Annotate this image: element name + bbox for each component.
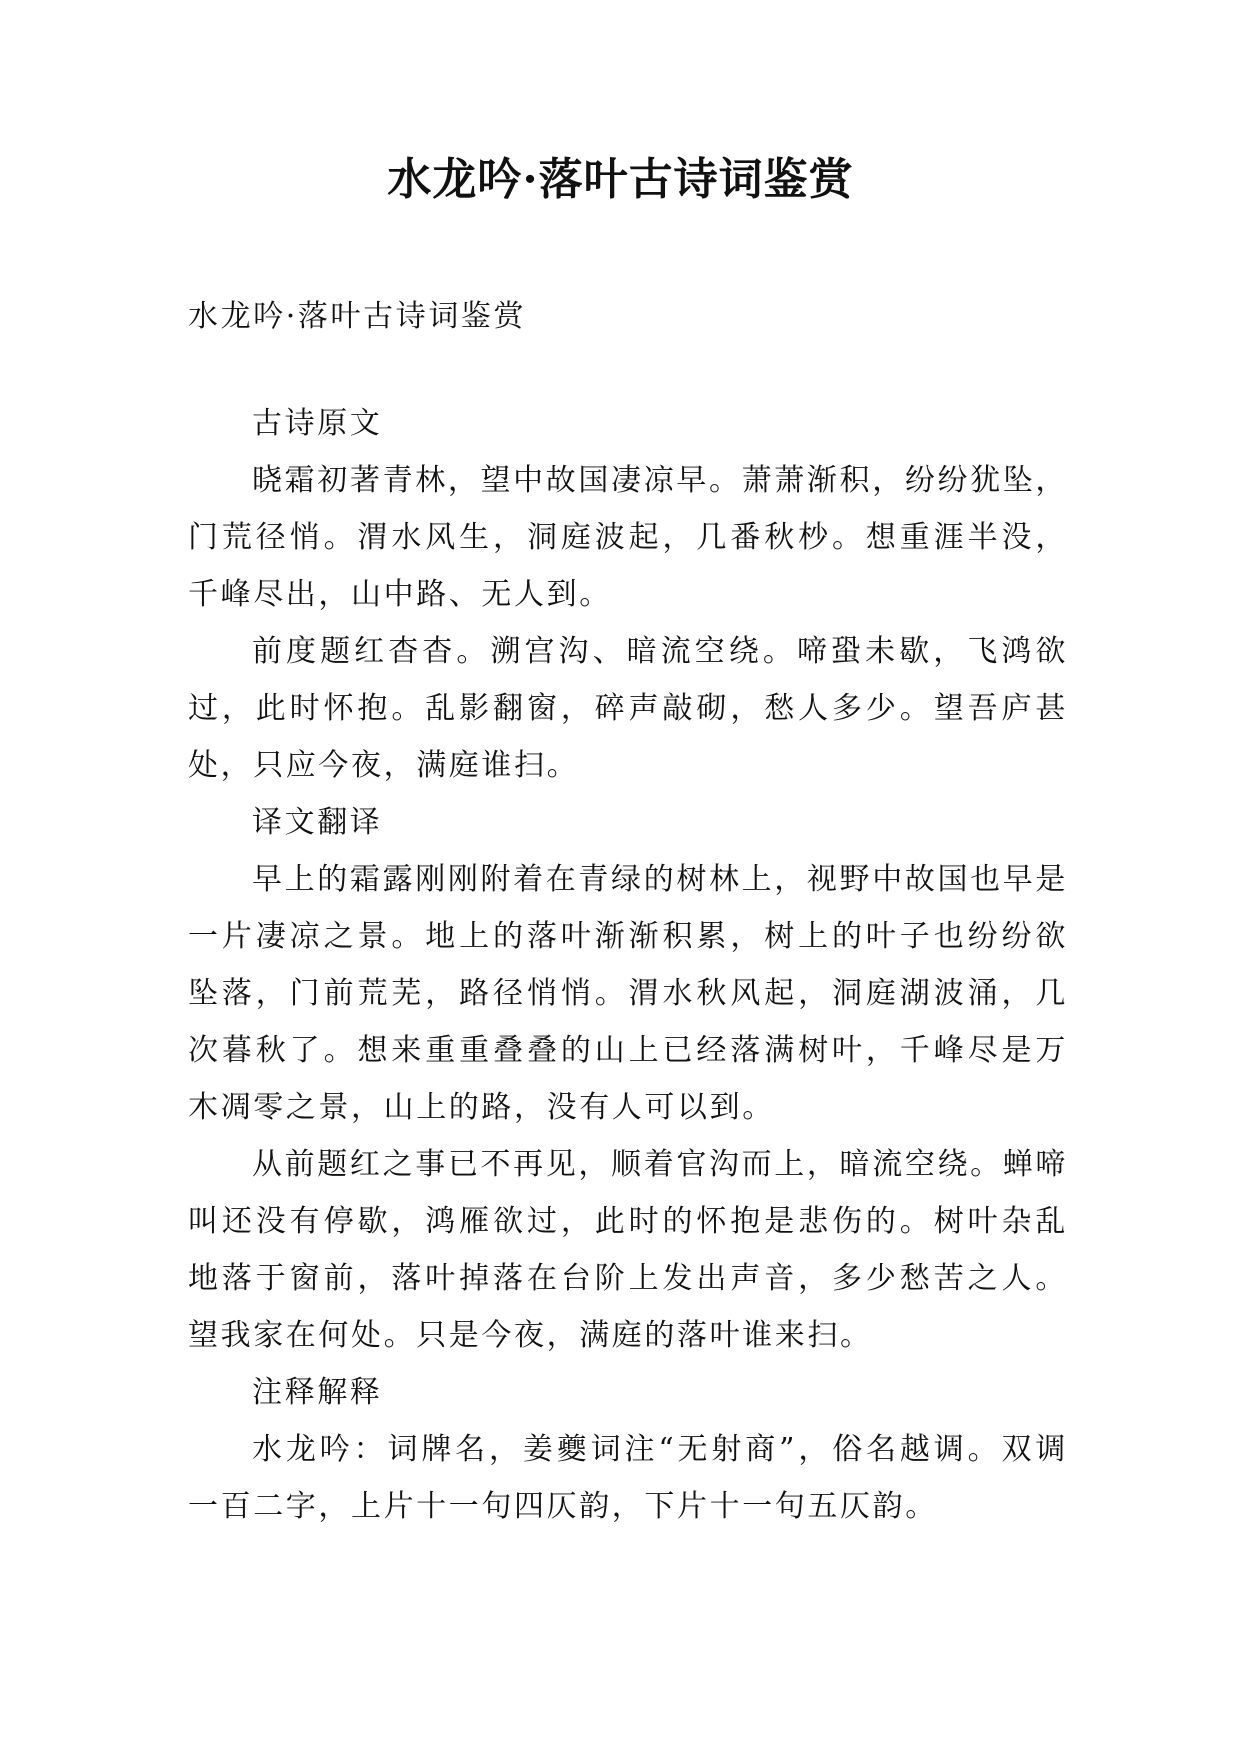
section-heading-original-text: 古诗原文: [252, 406, 383, 441]
document-title: 水龙吟·落叶古诗词鉴赏: [387, 154, 854, 205]
annotation-paragraph: 水龙吟：词牌名，姜夔词注“无射商”，俗名越调。双调一百二字，上片十一句四仄韵，下片十一句五仄韵。: [188, 1432, 1068, 1524]
translation-paragraph: 从前题红之事已不再见，顺着官沟而上，暗流空绕。蝉啼叫还没有停歇，鸿雁欲过，此时的怀抱是悲伤的。树叶杂乱地落于窗前，落叶掉落在台阶上发出声音，多少愁苦之人。望我家在何处。只是今夜，满庭的落叶谁来扫。: [188, 1147, 1068, 1353]
section-heading-translation: 译文翻译: [252, 805, 383, 840]
section-heading-annotations: 注释解释: [252, 1375, 383, 1410]
document-body: [188, 288, 1068, 1535]
document-subtitle: 水龙吟·落叶古诗词鉴赏: [188, 299, 527, 334]
translation-paragraph: 早上的霜露刚刚附着在青绿的树林上，视野中故国也早是一片凄凉之景。地上的落叶渐渐积累，树上的叶子也纷纷欲坠落，门前荒芜，路径悄悄。渭水秋风起，洞庭湖波涌，几次暮秋了。想来重重叠叠的山上已经落满树叶，千峰尽是万木凋零之景，山上的路，没有人可以到。: [188, 862, 1068, 1125]
poem-paragraph: 前度题红杳杳。溯宫沟、暗流空绕。啼蛩未歇，飞鸿欲过，此时怀抱。乱影翻窗，碎声敲砌，愁人多少。望吾庐甚处，只应今夜，满庭谁扫。: [188, 634, 1068, 783]
poem-paragraph: 晓霜初著青林，望中故国凄凉早。萧萧渐积，纷纷犹坠，门荒径悄。渭水风生，洞庭波起，几番秋杪。想重涯半没，千峰尽出，山中路、无人到。: [188, 463, 1068, 612]
